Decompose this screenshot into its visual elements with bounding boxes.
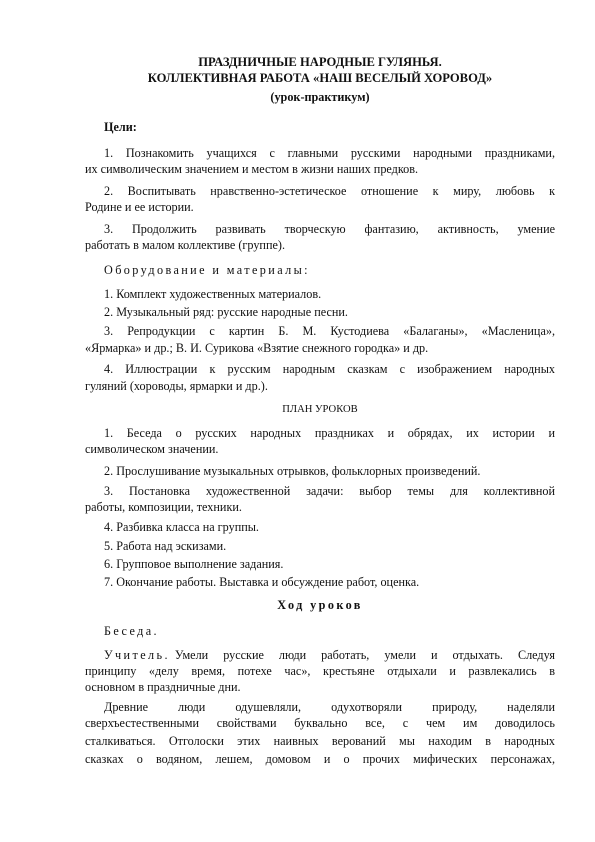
lesson-line: основном в праздничные дни. (85, 680, 241, 694)
goals-line: 3. Продолжить развивать творческую фантазию, активность, умение (104, 222, 555, 236)
goals-line: Родине и ее истории. (85, 200, 194, 214)
lesson-line: сверхъестественными свойствами буквально все, с чем им доводилось (85, 716, 555, 730)
plan-line: 4. Разбивка класса на группы. (104, 520, 259, 534)
conversation-label: Беседа. (104, 624, 159, 638)
goals-line: 1. Познакомить учащихся с главными русскими народными праздниками, (104, 146, 555, 160)
plan-line: 5. Работа над эскизами. (104, 539, 227, 553)
equipment-heading: Оборудование и материалы: (104, 263, 310, 277)
lesson-line: Древние люди одушевляли, одухотворяли природу, наделяли (104, 700, 555, 714)
plan-heading: ПЛАН УРОКОВ (282, 404, 358, 415)
plan-line: 1. Беседа о русских народных праздниках и обрядах, их истории и (104, 426, 555, 440)
teacher-speech: Умели русские люди работать, умели и отдыхать. Следуя (174, 648, 555, 662)
teacher-label: Учитель. (104, 648, 170, 662)
plan-line: 3. Постановка художественной задачи: выбор темы для коллективной (104, 484, 555, 498)
equipment-line: гуляний (хороводы, ярмарки и др.). (85, 379, 268, 393)
plan-line: 2. Прослушивание музыкальных отрывков, фольклорных произведений. (104, 464, 481, 478)
plan-line: 7. Окончание работы. Выставка и обсуждение работ, оценка. (104, 575, 420, 589)
goals-line: их символическим значением и местом в жизни наших предков. (85, 162, 419, 176)
equipment-line: 2. Музыкальный ряд: русские народные песни. (104, 305, 348, 319)
plan-line: 6. Групповое выполнение задания. (104, 557, 284, 571)
plan-line: работы, композиции, техники. (85, 500, 242, 514)
goals-heading: Цели: (104, 120, 137, 134)
equipment-line: 3. Репродукции с картин Б. М. Кустодиева «Балаганы», «Масленица», (104, 324, 555, 338)
lesson-line: принципу «делу время, потехе час», крестьяне отдыхали и развлекались в (85, 664, 555, 678)
page-subtitle: (урок-практикум) (270, 90, 370, 104)
goals-line: 2. Воспитывать нравственно-эстетическое отношение к миру, любовь к (104, 184, 555, 198)
page-title-line-2: КОЛЛЕКТИВНАЯ РАБОТА «НАШ ВЕСЕЛЫЙ ХОРОВОД» (147, 71, 493, 85)
lesson-line: сказках о водяном, лешем, домовом и о прочих мифических персонажах, (85, 752, 555, 766)
equipment-line: 4. Иллюстрации к русским народным сказкам с изображением народных (104, 362, 555, 376)
page-title: ПРАЗДНИЧНЫЕ НАРОДНЫЕ ГУЛЯНЬЯ. (198, 55, 442, 69)
equipment-line: «Ярмарка» и др.; В. И. Сурикова «Взятие снежного городка» и др. (85, 341, 429, 355)
lesson-line: сталкиваться. Отголоски этих наивных верований мы находим в народных (85, 734, 555, 748)
equipment-line: 1. Комплект художественных материалов. (104, 287, 322, 301)
plan-line: символическом значении. (85, 442, 219, 456)
goals-line: работать в малом коллективе (группе). (85, 238, 285, 252)
teacher-paragraph-line (104, 648, 555, 663)
lesson-heading: Ход уроков (277, 598, 363, 612)
